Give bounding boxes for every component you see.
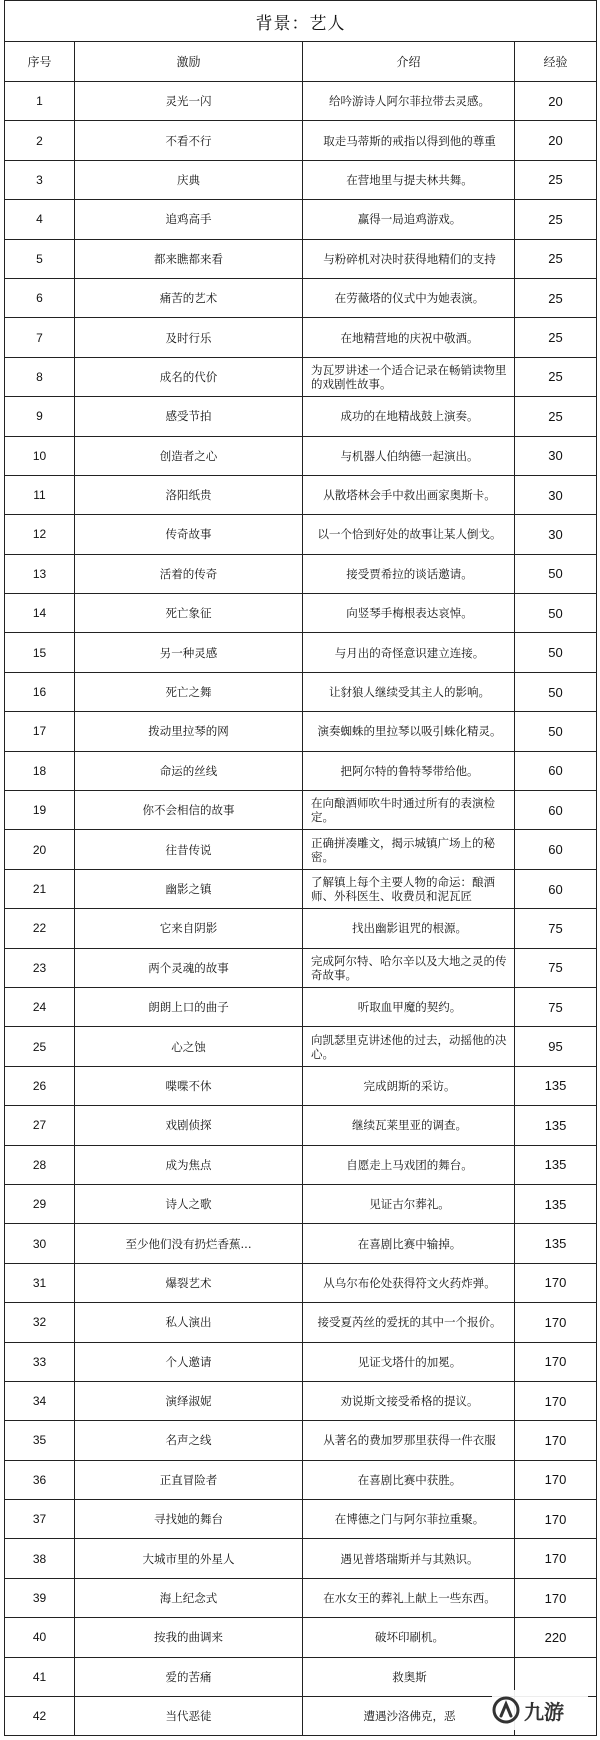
row-incentive: 死亡象征 — [75, 594, 303, 633]
row-number: 28 — [5, 1145, 75, 1184]
table-row — [5, 357, 597, 396]
row-incentive: 死亡之舞 — [75, 672, 303, 711]
table-row — [5, 1618, 597, 1657]
row-number: 35 — [5, 1421, 75, 1460]
row-description: 从乌尔布伦处获得符文火药炸弹。 — [303, 1263, 515, 1302]
table-row — [5, 239, 597, 278]
row-number: 24 — [5, 987, 75, 1026]
row-experience: 50 — [515, 554, 597, 593]
table-row — [5, 712, 597, 751]
table-row — [5, 515, 597, 554]
row-description: 自愿走上马戏团的舞台。 — [303, 1145, 515, 1184]
header-name: 激励 — [75, 42, 303, 82]
incentive-table — [4, 0, 597, 1736]
row-experience: 75 — [515, 909, 597, 948]
row-experience: 170 — [515, 1303, 597, 1342]
row-description: 遭遇沙洛佛克，恶 — [303, 1697, 515, 1736]
row-incentive: 喋喋不休 — [75, 1066, 303, 1105]
row-incentive: 大城市里的外星人 — [75, 1539, 303, 1578]
row-experience: 170 — [515, 1263, 597, 1302]
row-number: 41 — [5, 1657, 75, 1696]
row-incentive: 幽影之镇 — [75, 869, 303, 908]
table-row — [5, 1303, 597, 1342]
row-description: 演奏蜘蛛的里拉琴以吸引蛛化精灵。 — [303, 712, 515, 751]
table-row — [5, 278, 597, 317]
row-experience: 135 — [515, 1106, 597, 1145]
row-description: 在喜剧比赛中输掉。 — [303, 1224, 515, 1263]
row-incentive: 洛阳纸贵 — [75, 475, 303, 514]
row-incentive: 海上纪念式 — [75, 1578, 303, 1617]
table-row — [5, 160, 597, 199]
row-incentive: 命运的丝线 — [75, 751, 303, 790]
row-experience: 170 — [515, 1460, 597, 1499]
row-experience: 50 — [515, 672, 597, 711]
row-experience: 25 — [515, 357, 597, 396]
row-number: 3 — [5, 160, 75, 199]
row-description: 正确拼凑雕文，揭示城镇广场上的秘密。 — [303, 830, 515, 869]
row-experience: 20 — [515, 82, 597, 121]
row-incentive: 不看不行 — [75, 121, 303, 160]
row-incentive: 私人演出 — [75, 1303, 303, 1342]
row-number: 8 — [5, 357, 75, 396]
row-description: 与粉碎机对决时获得地精们的支持 — [303, 239, 515, 278]
row-description: 以一个恰到好处的故事让某人倒戈。 — [303, 515, 515, 554]
table-row — [5, 1066, 597, 1105]
table-row — [5, 1224, 597, 1263]
row-description: 接受贾希拉的谈话邀请。 — [303, 554, 515, 593]
table-row — [5, 318, 597, 357]
table-row — [5, 948, 597, 987]
row-description: 向竖琴手梅根表达哀悼。 — [303, 594, 515, 633]
row-experience: 95 — [515, 1027, 597, 1066]
table-row — [5, 121, 597, 160]
row-description: 见证古尔葬礼。 — [303, 1184, 515, 1223]
row-experience: 60 — [515, 751, 597, 790]
row-incentive: 活着的传奇 — [75, 554, 303, 593]
row-experience: 25 — [515, 160, 597, 199]
row-incentive: 传奇故事 — [75, 515, 303, 554]
row-experience: 25 — [515, 318, 597, 357]
row-description: 在水女王的葬礼上献上一些东西。 — [303, 1578, 515, 1617]
row-number: 32 — [5, 1303, 75, 1342]
table-row — [5, 1342, 597, 1381]
row-description: 找出幽影诅咒的根源。 — [303, 909, 515, 948]
table-row — [5, 633, 597, 672]
row-incentive: 成为焦点 — [75, 1145, 303, 1184]
row-description: 为瓦罗讲述一个适合记录在畅销读物里的戏剧性故事。 — [303, 357, 515, 396]
row-incentive: 个人邀请 — [75, 1342, 303, 1381]
row-incentive: 感受节拍 — [75, 397, 303, 436]
row-incentive: 两个灵魂的故事 — [75, 948, 303, 987]
row-experience: 220 — [515, 1618, 597, 1657]
row-experience: 25 — [515, 278, 597, 317]
row-description: 在向酿酒师吹牛时通过所有的表演检定。 — [303, 791, 515, 830]
table-row — [5, 1500, 597, 1539]
row-number: 39 — [5, 1578, 75, 1617]
table-row — [5, 594, 597, 633]
table-row — [5, 397, 597, 436]
row-description: 给吟游诗人阿尔菲拉带去灵感。 — [303, 82, 515, 121]
watermark — [492, 1690, 588, 1730]
row-experience: 30 — [515, 515, 597, 554]
table-title: 背景：艺人 — [5, 1, 597, 42]
table-row — [5, 82, 597, 121]
table-row — [5, 1381, 597, 1420]
row-number: 17 — [5, 712, 75, 751]
row-incentive: 都来瞧都来看 — [75, 239, 303, 278]
row-description: 在劳薇塔的仪式中为她表演。 — [303, 278, 515, 317]
row-description: 与机器人伯纳德一起演出。 — [303, 436, 515, 475]
row-incentive: 另一种灵感 — [75, 633, 303, 672]
row-description: 接受夏芮丝的爱抚的其中一个报价。 — [303, 1303, 515, 1342]
row-number: 10 — [5, 436, 75, 475]
table-row — [5, 1460, 597, 1499]
document-sheet — [4, 0, 596, 1736]
row-incentive: 演绎淑妮 — [75, 1381, 303, 1420]
row-incentive: 朗朗上口的曲子 — [75, 987, 303, 1026]
row-number: 4 — [5, 200, 75, 239]
row-incentive: 诗人之歌 — [75, 1184, 303, 1223]
table-row — [5, 1263, 597, 1302]
row-experience: 60 — [515, 830, 597, 869]
row-incentive: 成名的代价 — [75, 357, 303, 396]
row-experience: 50 — [515, 594, 597, 633]
row-incentive: 拨动里拉琴的网 — [75, 712, 303, 751]
row-description: 赢得一局追鸡游戏。 — [303, 200, 515, 239]
watermark-text: 九游 — [524, 1699, 564, 1724]
row-description: 从散塔林会手中救出画家奥斯卡。 — [303, 475, 515, 514]
row-description: 把阿尔特的鲁特琴带给他。 — [303, 751, 515, 790]
header-no: 序号 — [5, 42, 75, 82]
row-number: 18 — [5, 751, 75, 790]
table-row — [5, 791, 597, 830]
row-description: 从著名的费加罗那里获得一件衣服 — [303, 1421, 515, 1460]
row-description: 完成阿尔特、哈尔辛以及大地之灵的传奇故事。 — [303, 948, 515, 987]
row-number: 12 — [5, 515, 75, 554]
table-row — [5, 1106, 597, 1145]
row-number: 6 — [5, 278, 75, 317]
row-experience: 50 — [515, 633, 597, 672]
row-incentive: 当代恶徒 — [75, 1697, 303, 1736]
table-row — [5, 987, 597, 1026]
row-number: 22 — [5, 909, 75, 948]
row-description: 取走马蒂斯的戒指以得到他的尊重 — [303, 121, 515, 160]
table-row — [5, 475, 597, 514]
row-experience: 75 — [515, 948, 597, 987]
row-number: 21 — [5, 869, 75, 908]
row-experience: 60 — [515, 791, 597, 830]
row-number: 7 — [5, 318, 75, 357]
row-description: 遇见普塔瑞斯并与其熟识。 — [303, 1539, 515, 1578]
row-experience: 170 — [515, 1421, 597, 1460]
row-experience: 170 — [515, 1342, 597, 1381]
row-description: 破坏印刷机。 — [303, 1618, 515, 1657]
row-experience: 30 — [515, 475, 597, 514]
row-experience: 75 — [515, 987, 597, 1026]
row-experience: 60 — [515, 869, 597, 908]
table-row — [5, 1539, 597, 1578]
row-number: 9 — [5, 397, 75, 436]
row-incentive: 创造者之心 — [75, 436, 303, 475]
header-row — [5, 42, 597, 82]
table-row — [5, 1145, 597, 1184]
row-number: 26 — [5, 1066, 75, 1105]
table-row — [5, 554, 597, 593]
row-description: 在营地里与提夫林共舞。 — [303, 160, 515, 199]
table-row — [5, 1578, 597, 1617]
row-description: 向凯瑟里克讲述他的过去，动摇他的决心。 — [303, 1027, 515, 1066]
row-description: 让豺狼人继续受其主人的影响。 — [303, 672, 515, 711]
row-incentive: 正直冒险者 — [75, 1460, 303, 1499]
row-incentive: 庆典 — [75, 160, 303, 199]
table-row — [5, 869, 597, 908]
row-number: 16 — [5, 672, 75, 711]
row-experience: 30 — [515, 436, 597, 475]
row-number: 5 — [5, 239, 75, 278]
row-description: 与月出的奇怪意识建立连接。 — [303, 633, 515, 672]
row-experience: 170 — [515, 1578, 597, 1617]
row-description: 救奥斯 — [303, 1657, 515, 1696]
table-row — [5, 1184, 597, 1223]
row-experience: 25 — [515, 239, 597, 278]
row-experience: 135 — [515, 1145, 597, 1184]
row-number: 30 — [5, 1224, 75, 1263]
header-desc: 介绍 — [303, 42, 515, 82]
row-experience: 170 — [515, 1500, 597, 1539]
row-number: 20 — [5, 830, 75, 869]
row-description: 在博德之门与阿尔菲拉重聚。 — [303, 1500, 515, 1539]
row-number: 11 — [5, 475, 75, 514]
table-row — [5, 909, 597, 948]
row-experience: 25 — [515, 397, 597, 436]
row-number: 13 — [5, 554, 75, 593]
row-experience: 170 — [515, 1381, 597, 1420]
row-incentive: 至少他们没有扔烂香蕉... — [75, 1224, 303, 1263]
row-experience: 135 — [515, 1066, 597, 1105]
row-number: 36 — [5, 1460, 75, 1499]
row-incentive: 戏剧侦探 — [75, 1106, 303, 1145]
row-incentive: 心之蚀 — [75, 1027, 303, 1066]
row-incentive: 往昔传说 — [75, 830, 303, 869]
row-description: 见证戈塔什的加冕。 — [303, 1342, 515, 1381]
row-number: 27 — [5, 1106, 75, 1145]
row-number: 19 — [5, 791, 75, 830]
row-description: 听取血甲魔的契约。 — [303, 987, 515, 1026]
row-incentive: 按我的曲调来 — [75, 1618, 303, 1657]
row-description: 成功的在地精战鼓上演奏。 — [303, 397, 515, 436]
table-row — [5, 1421, 597, 1460]
row-description: 在喜剧比赛中获胜。 — [303, 1460, 515, 1499]
row-number: 34 — [5, 1381, 75, 1420]
row-number: 2 — [5, 121, 75, 160]
table-row — [5, 436, 597, 475]
table-row — [5, 751, 597, 790]
row-number: 42 — [5, 1697, 75, 1736]
row-description: 了解镇上每个主要人物的命运：酿酒师、外科医生、收费员和泥瓦匠 — [303, 869, 515, 908]
table-row — [5, 200, 597, 239]
table-row — [5, 1027, 597, 1066]
row-incentive: 寻找她的舞台 — [75, 1500, 303, 1539]
row-incentive: 你不会相信的故事 — [75, 791, 303, 830]
row-incentive: 它来自阴影 — [75, 909, 303, 948]
row-number: 31 — [5, 1263, 75, 1302]
row-incentive: 名声之线 — [75, 1421, 303, 1460]
row-number: 1 — [5, 82, 75, 121]
row-number: 23 — [5, 948, 75, 987]
table-row — [5, 830, 597, 869]
row-number: 40 — [5, 1618, 75, 1657]
row-number: 15 — [5, 633, 75, 672]
header-exp: 经验 — [515, 42, 597, 82]
row-description: 劝说斯文接受希格的提议。 — [303, 1381, 515, 1420]
row-experience: 170 — [515, 1539, 597, 1578]
row-number: 37 — [5, 1500, 75, 1539]
row-description: 完成朗斯的采访。 — [303, 1066, 515, 1105]
row-experience: 25 — [515, 200, 597, 239]
table-body — [5, 82, 597, 1736]
row-number: 38 — [5, 1539, 75, 1578]
row-description: 继续瓦莱里亚的调查。 — [303, 1106, 515, 1145]
row-experience: 135 — [515, 1224, 597, 1263]
row-incentive: 追鸡高手 — [75, 200, 303, 239]
row-incentive: 爱的苦痛 — [75, 1657, 303, 1696]
row-number: 29 — [5, 1184, 75, 1223]
row-number: 25 — [5, 1027, 75, 1066]
row-incentive: 及时行乐 — [75, 318, 303, 357]
row-incentive: 痛苦的艺术 — [75, 278, 303, 317]
row-incentive: 灵光一闪 — [75, 82, 303, 121]
row-experience: 20 — [515, 121, 597, 160]
row-description: 在地精营地的庆祝中敬酒。 — [303, 318, 515, 357]
table-row — [5, 672, 597, 711]
row-experience: 50 — [515, 712, 597, 751]
row-number: 33 — [5, 1342, 75, 1381]
row-number: 14 — [5, 594, 75, 633]
nine-game-logo-icon — [492, 1696, 520, 1724]
row-experience: 135 — [515, 1184, 597, 1223]
row-incentive: 爆裂艺术 — [75, 1263, 303, 1302]
